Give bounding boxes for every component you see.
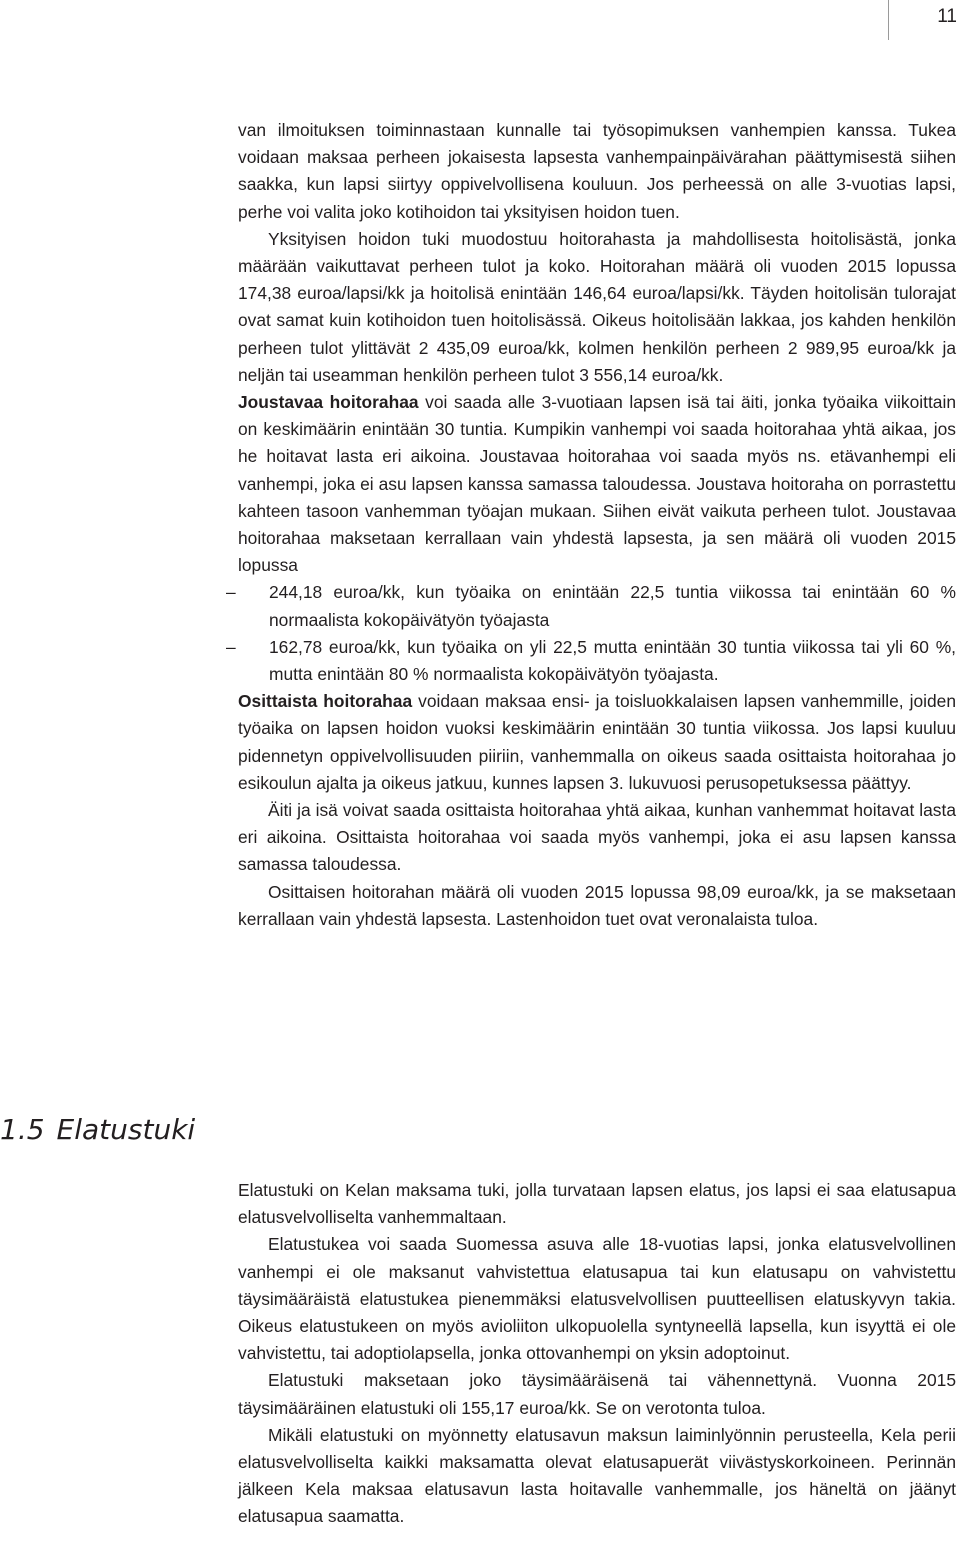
top-margin-rule (888, 0, 889, 40)
list-item (226, 579, 956, 633)
paragraph: Elatustuki maksetaan joko täysimääräisenä tai vähennettynä. Vuonna 2015 täysimääräinen elatustuki oli 155,17 euroa/kk. Se on verotonta tuloa. (238, 1370, 956, 1418)
paragraph (238, 389, 956, 579)
dash-bullet: – (226, 582, 236, 603)
text-block-maintenance-support (238, 1177, 956, 1531)
section-title: Elatustuki (56, 1113, 196, 1146)
paragraph: Yksityisen hoidon tuki muodostuu hoitorahasta ja mahdollisesta hoitolisästä, jonka määrään vaikuttavat perheen tulot ja koko. Hoitorahan määrä oli vuoden 2015 lopussa 174,38 euroa/lapsi/kk ja hoitolisä enintään 146,64 euroa/lapsi/kk. Täyden hoitolisän tulorajat ovat samat kuin kotihoidon tuen hoitolisässä. Oikeus hoitolisään lakkaa, jos kahden henkilön perheen tulot ylittävät 2 435,09 euroa/kk, kolmen henkilön perheen 2 989,95 euroa/kk ja neljän tai useamman henkilön perheen tulot 3 556,14 euroa/kk. (238, 228, 956, 385)
paragraph (238, 688, 956, 797)
text-block-home-care (226, 117, 956, 933)
list-item-text: 162,78 euroa/kk, kun työaika on yli 22,5 mutta enintään 30 tuntia viikossa tai yli 60 %, mutta enintään 80 % normaalista kokopäivätyön työajasta. (269, 636, 956, 685)
list-item (226, 634, 956, 688)
paragraph: Elatustukea voi saada Suomessa asuva alle 18-vuotias lapsi, jonka elatusvelvollinen vanhempi ei ole maksanut vahvistettua elatusapua tai kun elatusapu on vahvistettu täysimääräistä elatustukea pienemmäksi elatusvelvollisen puutteellisen elatuskyvyn takia. Oikeus elatustukeen on myös avioliiton ulkopuolella syntyneellä lapsella, kun isyyttä ei ole vahvistettu, tai adoptiolapsella, jonka ottovanhempi on yksin adoptoinut. (238, 1234, 956, 1364)
bold-term: Osittaista hoitorahaa (238, 691, 413, 712)
section-number: 1.5 (0, 1113, 45, 1146)
paragraph: van ilmoituksen toiminnastaan kunnalle tai työsopimuksen vanhempien kanssa. Tukea voidaan maksaa perheen jokaisesta lapsesta vanhempainpäivärahan päättymisestä siihen saakka, kun lapsi siirtyy oppivelvollisena kouluun. Jos perheessä on alle 3-vuotias lapsi, perhe voi valita joko kotihoidon tai yksityisen hoidon tuen. (238, 120, 956, 222)
paragraph: Osittaisen hoitorahan määrä oli vuoden 2015 lopussa 98,09 euroa/kk, ja se maksetaan kerrallaan vain yhdestä lapsesta. Lastenhoidon tuet ovat veronalaista tuloa. (238, 881, 956, 929)
paragraph: Mikäli elatustuki on myönnetty elatusavun maksun laiminlyönnin perusteella, Kela perii elatusvelvolliselta kaikki maksamatta olevat elatusapuerät viivästyskorkoineen. Perinnän jälkeen Kela maksaa elatusavun lasta hoitavalle vanhemmalle, jos häneltä on jäänyt elatusapua saamatta. (238, 1424, 956, 1527)
paragraph: Elatustuki on Kelan maksama tuki, jolla turvataan lapsen elatus, jos lapsi ei saa elatusapua elatusvelvolliselta vanhemmaltaan. (238, 1180, 956, 1228)
paragraph-text: voidaan maksaa ensi- ja toisluokkalaisen lapsen vanhemmille, joiden työaika on lapsen hoidon vuoksi keskimäärin enintään 30 tuntia viikossa. Jos lapsi kuuluu pidennetyn oppivelvollisuuden piiriin, vanhemmalla on oikeus saada osittaista hoitorahaa jo esikoulun ajalta ja oikeus jatkuu, kunnes lapsen 3. lukuvuosi perusopetuksessa päättyy. (238, 691, 956, 793)
page-number: 11 (937, 6, 957, 27)
section-heading (0, 1110, 195, 1150)
list-item-text: 244,18 euroa/kk, kun työaika on enintään 22,5 tuntia viikossa tai enintään 60 % normaalista kokopäivätyön työajasta (269, 582, 956, 630)
dash-bullet: – (226, 636, 236, 657)
bold-term: Joustavaa hoitorahaa (238, 392, 419, 413)
paragraph-text: voi saada alle 3-vuotiaan lapsen isä tai äiti, jonka työaika viikoittain on keskimäärin enintään 30 tuntia. Kumpikin vanhempi voi saada hoitorahaa yhtä aikaa, jos he hoitavat lasta eri aikoina. Joustavaa hoitorahaa voi saada myös ns. etävanhempi eli vanhempi, joka ei asu lapsen kanssa samassa taloudessa. Joustava hoitoraha on porrastettu kahteen tasoon vanhemman työajan mukaan. Siihen eivät vaikuta perheen tulot. Joustavaa hoitorahaa maksetaan kerrallaan vain yhdestä lapsesta, ja sen määrä oli vuoden 2015 lopussa (238, 392, 956, 576)
dash-list (226, 579, 956, 688)
paragraph: Äiti ja isä voivat saada osittaista hoitorahaa yhtä aikaa, kunhan vanhemmat hoitavat lasta eri aikoina. Osittaista hoitorahaa voi saada myös vanhempi, joka ei asu lapsen kanssa samassa taloudessa. (238, 800, 956, 875)
